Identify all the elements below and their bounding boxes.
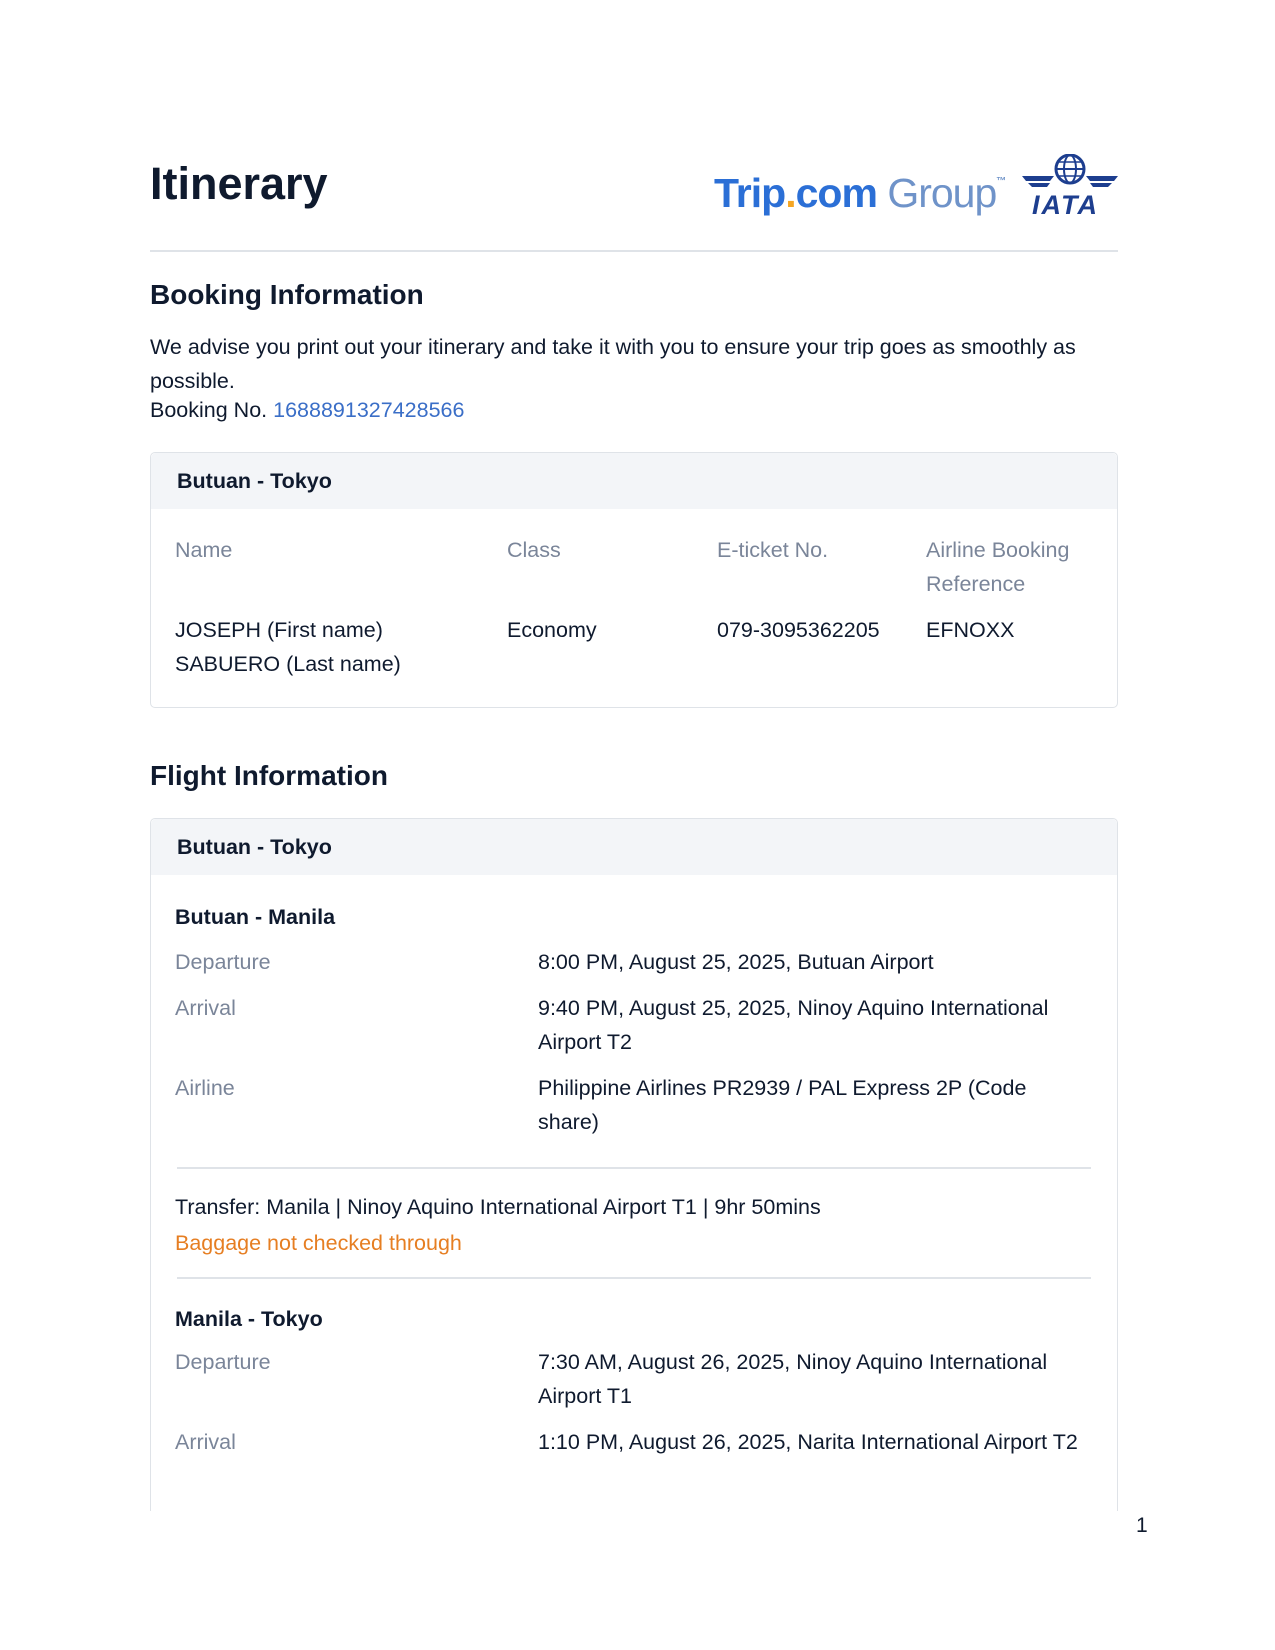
column-header-booking-reference: Airline Booking Reference (926, 538, 1070, 596)
column-header-eticket: E-ticket No. (717, 538, 829, 562)
booking-number-line (150, 398, 464, 423)
departure-label: Departure (175, 1350, 271, 1374)
airline-value: Philippine Airlines PR2939 / PAL Express 2P (Code share) (538, 1076, 1027, 1134)
departure-value: 7:30 AM, August 26, 2025, Ninoy Aquino International Airport T1 (538, 1350, 1048, 1408)
iata-logo (1020, 154, 1120, 220)
booking-number[interactable]: 1688891327428566 (273, 398, 465, 422)
airline-label: Airline (175, 1076, 235, 1100)
column-header-class: Class (507, 538, 561, 562)
arrival-value: 9:40 PM, August 25, 2025, Ninoy Aquino International Airport T2 (538, 996, 1049, 1054)
arrival-label: Arrival (175, 1430, 236, 1454)
passenger-name: JOSEPH (First name) SABUERO (Last name) (175, 618, 401, 676)
booking-number-label: Booking No. (150, 398, 268, 422)
globe-wings-icon (1020, 154, 1120, 194)
booking-heading: Booking Information (150, 279, 424, 310)
flight-card (150, 818, 1118, 1511)
booking-card (150, 452, 1118, 708)
departure-label: Departure (175, 950, 271, 974)
airline-booking-reference: EFNOXX (926, 618, 1015, 642)
booking-card-title: Butuan - Tokyo (177, 469, 332, 493)
advice-text: We advise you print out your itinerary and take it with you to ensure your trip goes as smoothly as possible. (150, 335, 1076, 393)
cabin-class: Economy (507, 618, 597, 642)
departure-value: 8:00 PM, August 25, 2025, Butuan Airport (538, 950, 934, 974)
arrival-label: Arrival (175, 996, 236, 1020)
transfer-info: Transfer: Manila | Ninoy Aquino International Airport T1 | 9hr 50mins (175, 1195, 821, 1219)
transfer-divider-bottom (177, 1277, 1091, 1279)
booking-card-header (151, 453, 1117, 509)
segment-title: Manila - Tokyo (175, 1307, 323, 1331)
column-header-name: Name (175, 538, 233, 562)
segment-title: Butuan - Manila (175, 905, 336, 929)
tripcom-group-logo: Trip.com Group™ (714, 170, 1006, 216)
iata-wordmark: IATA (1032, 190, 1099, 220)
page-number: 1 (1136, 1514, 1148, 1537)
page-title: Itinerary (150, 158, 328, 209)
eticket-number: 079-3095362205 (717, 618, 880, 642)
transfer-divider-top (177, 1167, 1091, 1169)
flight-heading: Flight Information (150, 760, 388, 791)
header-divider (150, 250, 1118, 252)
baggage-warning: Baggage not checked through (175, 1231, 462, 1255)
flight-card-title: Butuan - Tokyo (177, 835, 332, 859)
arrival-value: 1:10 PM, August 26, 2025, Narita International Airport T2 (538, 1430, 1078, 1454)
flight-card-header (151, 819, 1117, 875)
